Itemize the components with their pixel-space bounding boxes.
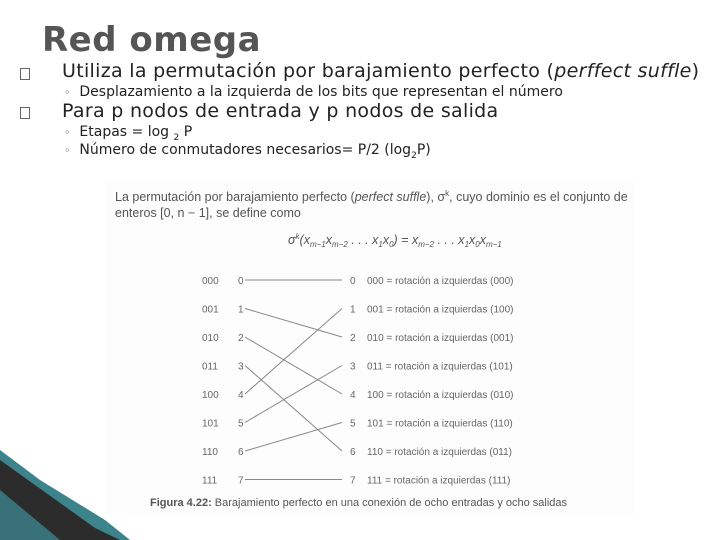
bullet-1-sub-1-text: Desplazamiento a la izquierda de los bits que representan el número [79, 84, 563, 100]
shuffle-connection [245, 366, 342, 452]
bullet-2-sub-1 [64, 124, 192, 143]
binary-label: 101 [202, 418, 219, 430]
bullet-1-italic: perffect suffle [554, 60, 692, 82]
shuffle-figure-svg [105, 180, 635, 515]
input-node-label: 7 [238, 475, 244, 487]
rotation-label: 100 = rotación a izquierdas (010) [367, 390, 514, 401]
bullet-1-text-b: ) [691, 60, 700, 82]
shuffle-connection [245, 309, 342, 338]
output-node-label: 1 [350, 304, 356, 316]
rotation-label: 011 = rotación a izquierdas (101) [367, 361, 513, 373]
shuffle-connection [245, 309, 342, 395]
bullet-2-sub-2-sub: 2 [411, 150, 417, 161]
binary-label: 001 [202, 304, 219, 316]
decorative-corner-shape [0, 450, 130, 540]
bullet-2-sub-1-b: P [179, 124, 193, 140]
input-node-label: 5 [238, 418, 244, 430]
rotation-label: 110 = rotación a izquierdas (011) [367, 447, 512, 458]
sub-bullet-marker: ◦ [64, 126, 71, 139]
bullet-2-sub-2-a: Número de conmutadores necesarios= P/2 (log [79, 142, 412, 158]
output-node-label: 0 [350, 276, 356, 287]
shuffle-connection [245, 423, 342, 452]
bullet-marker [20, 107, 30, 119]
binary-label: 100 [202, 390, 219, 401]
binary-label: 110 [202, 447, 218, 458]
output-node-label: 7 [350, 475, 356, 487]
bullet-2-sub-1-sub: 2 [173, 132, 180, 143]
figure-caption: Figura 4.22: Barajamiento perfecto en una conexión de ocho entradas y ocho salidas [150, 497, 568, 509]
rotation-label: 010 = rotación a izquierdas (001) [367, 333, 514, 344]
bullet-2-sub-1-a: Etapas = log [79, 124, 174, 140]
sub-bullet-marker: ◦ [64, 144, 71, 157]
output-node-label: 6 [350, 447, 356, 458]
output-node-label: 5 [350, 418, 356, 430]
figure-intro-line-1: La permutación por barajamiento perfecto (perfect suffle), $\sigma^k$, cuyo dominio es el conjunto de [115, 189, 628, 204]
input-node-label: 0 [238, 276, 244, 287]
rotation-label: 000 = rotación a izquierdas (000) [367, 276, 514, 287]
bullet-2-text: Para p nodos de entrada y p nodos de salida [62, 100, 499, 122]
binary-label: 011 [202, 361, 218, 373]
shuffle-formula: $\sigma^k(x_{m-1}x_{m-2}$ . . . $x_1x_0) = x_{m-2}$ . . . $x_1x_0x_{m-1}$ [288, 232, 502, 249]
output-node-label: 2 [350, 333, 356, 344]
input-node-label: 2 [238, 333, 244, 344]
bullet-1-sub-1 [64, 84, 563, 100]
bullet-1-text [62, 60, 699, 82]
shuffle-connection [245, 366, 342, 423]
binary-label: 111 [202, 475, 218, 487]
slide-title: Red omega [42, 20, 262, 60]
output-node-label: 3 [350, 361, 356, 373]
input-node-label: 4 [238, 390, 244, 401]
bullet-1-text-a: Utiliza la permutación por barajamiento perfecto ( [62, 60, 555, 82]
shuffle-network [202, 276, 513, 487]
sub-bullet-marker: ◦ [64, 86, 71, 99]
shuffle-figure [105, 180, 635, 515]
output-node-label: 4 [350, 390, 356, 401]
binary-label: 010 [202, 333, 219, 344]
input-node-label: 1 [238, 304, 244, 316]
rotation-label: 001 = rotación a izquierdas (100) [367, 304, 514, 316]
binary-label: 000 [202, 276, 219, 287]
bullet-marker [20, 68, 30, 80]
rotation-label: 111 = rotación a izquierdas (111) [367, 475, 511, 487]
rotation-label: 101 = rotación a izquierdas (110) [367, 418, 513, 430]
bullet-2-sub-2-b: P) [416, 142, 431, 158]
shuffle-connection [245, 337, 342, 394]
bullet-2-sub-2 [64, 142, 431, 161]
figure-intro-line-2: enteros [0, n − 1], se define como [115, 206, 301, 220]
input-node-label: 6 [238, 447, 244, 458]
input-node-label: 3 [238, 361, 244, 373]
